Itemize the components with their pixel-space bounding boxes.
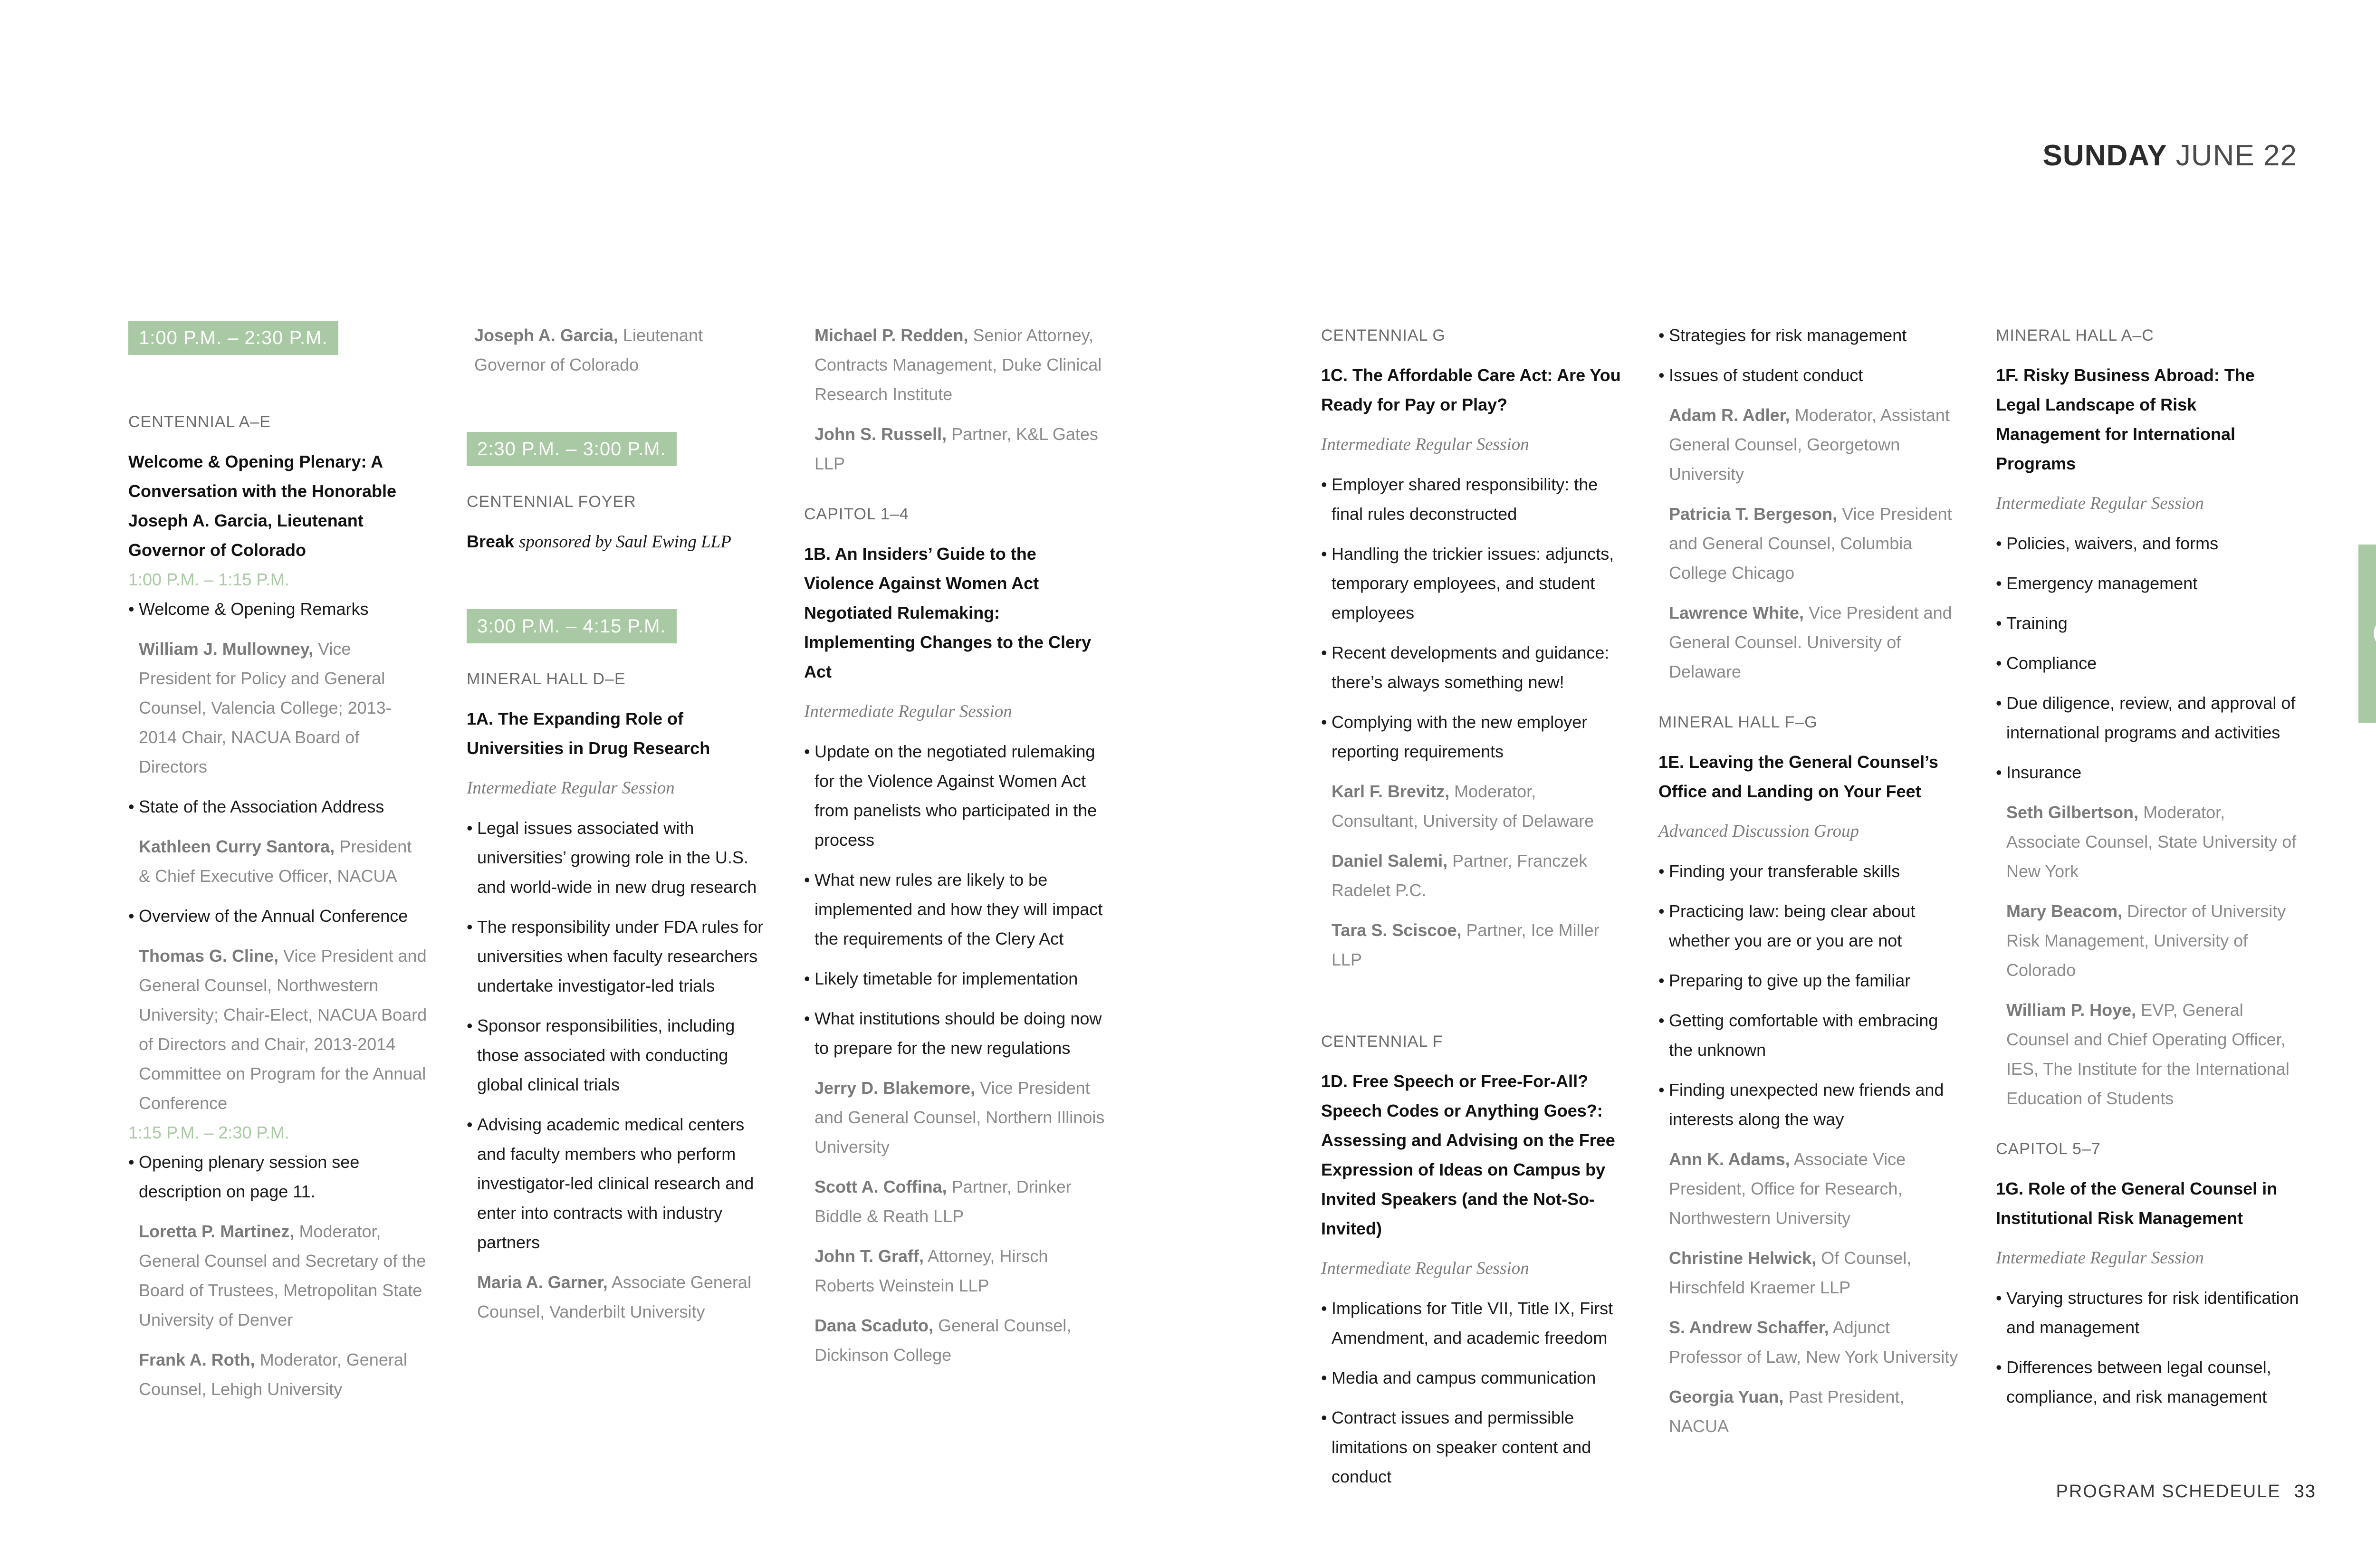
speaker-name: Lawrence White, (1669, 603, 1804, 622)
speaker (1996, 798, 2300, 886)
speaker (128, 634, 428, 782)
speaker-role: Moderator, Consultant, University of Delaware (1332, 782, 1594, 831)
speaker-name: Frank A. Roth, (139, 1350, 255, 1369)
speaker-role: Adjunct Professor of Law, New York University (1669, 1318, 1958, 1367)
session-title: 1E. Leaving the General Counsel’s Office and Landing on Your Feet (1658, 752, 1938, 801)
speaker (1658, 499, 1963, 588)
agenda-item: • Complying with the new employer reporting requirements (1321, 708, 1625, 766)
speaker (1996, 995, 2300, 1113)
speaker-role: Moderator, Associate Counsel, State University of New York (2006, 803, 2297, 881)
speaker-name: Seth Gilbertson, (2006, 803, 2139, 822)
speaker-role: Moderator, General Counsel and Secretary of the Board of Trustees, Metropolitan State University of Denver (139, 1222, 426, 1329)
agenda-item: • Training (1996, 609, 2300, 638)
speaker-role: Partner, Drinker Biddle & Reath LLP (814, 1177, 1072, 1226)
speaker (467, 321, 771, 380)
agenda-item: • Policies, waivers, and forms (1996, 529, 2300, 558)
agenda-item: • Handling the trickier issues: adjuncts, temporary employees, and student employees (1321, 539, 1625, 628)
session-title: 1D. Free Speech or Free-For-All? Speech Codes or Anything Goes?: Assessing and Advising on the Free Expression of Ideas on Campus by Invited Speakers (and the Not-So-Invited) (1321, 1071, 1615, 1238)
footer-label: PROGRAM SCHEDEULE (2056, 1482, 2281, 1501)
speaker-role: Vice President and General Counsel, Northwestern University; Chair-Elect, NACUA Board of Directors and Chair, 2013-2014 Committee on Program for the Annual Conference (139, 946, 427, 1113)
speaker-name: Maria A. Garner, (477, 1272, 608, 1292)
speaker-name: Kathleen Curry Santora, (139, 837, 335, 856)
agenda-item: • Media and campus communication (1321, 1363, 1625, 1393)
speaker-name: John T. Graff, (814, 1246, 924, 1266)
speaker-role: Vice President for Policy and General Counsel, Valencia College; 2013-2014 Chair, NACUA Board of Directors (139, 639, 392, 776)
sub-time: 1:00 P.M. – 1:15 P.M. (128, 570, 289, 589)
agenda-item: • Implications for Title VII, Title IX, First Amendment, and academic freedom (1321, 1294, 1625, 1353)
break-line (467, 527, 771, 557)
agenda-item: • Emergency management (1996, 569, 2300, 598)
speaker (1996, 897, 2300, 985)
room-label: CENTENNIAL FOYER (467, 493, 636, 511)
break-sponsor: sponsored by Saul Ewing LLP (519, 532, 731, 552)
agenda-item: • Finding unexpected new friends and interests along the way (1658, 1075, 1963, 1134)
speaker-role: President & Chief Executive Officer, NACUA (139, 837, 412, 886)
speaker (1658, 1145, 1963, 1233)
time-slot-badge: 2:30 P.M. – 3:00 P.M. (467, 432, 677, 466)
column-6 (1996, 321, 2300, 1412)
speaker-role: Vice President and General Counsel. University of Delaware (1669, 603, 1952, 681)
column-2 (467, 321, 771, 1327)
agenda-item: • Getting comfortable with embracing the unknown (1658, 1006, 1963, 1065)
speaker-name: Daniel Salemi, (1332, 851, 1448, 870)
agenda-item: • Finding your transferable skills (1658, 857, 1963, 886)
agenda-item: • What institutions should be doing now to prepare for the new regulations (804, 1004, 1108, 1063)
session-title: 1C. The Affordable Care Act: Are You Ready for Pay or Play? (1321, 365, 1621, 414)
agenda-item: • State of the Association Address (128, 792, 428, 822)
room-label: CENTENNIAL G (1321, 326, 1446, 344)
column-5 (1658, 321, 1963, 1441)
speaker (1658, 1243, 1963, 1302)
section-number (2374, 619, 2376, 648)
speaker-role: Associate General Counsel, Vanderbilt University (477, 1272, 751, 1321)
agenda-item: • Update on the negotiated rulemaking for the Violence Against Women Act from panelists who participated in the process (804, 737, 1108, 855)
agenda-item: • Compliance (1996, 649, 2300, 678)
session-level: Intermediate Regular Session (804, 702, 1012, 721)
room-label: MINERAL HALL D–E (467, 670, 626, 688)
speaker-name: John S. Russell, (814, 424, 947, 444)
agenda-item: • Opening plenary session see description on page 11. (128, 1147, 428, 1206)
speaker-name: Dana Scaduto, (814, 1316, 934, 1335)
room-label: MINERAL HALL A–C (1996, 326, 2154, 344)
agenda-item: • Insurance (1996, 758, 2300, 787)
session-level: Intermediate Regular Session (1996, 1248, 2204, 1268)
speaker (128, 832, 428, 891)
agenda-item: • Issues of student conduct (1658, 361, 1963, 390)
speaker-name: Scott A. Coffina, (814, 1177, 947, 1196)
speaker (804, 1242, 1108, 1300)
speaker (1658, 401, 1963, 489)
speaker-name: Joseph A. Garcia, (474, 325, 618, 345)
speaker (128, 1345, 428, 1404)
speaker (1321, 916, 1625, 975)
agenda-item: • Sponsor responsibilities, including those associated with conducting global clinical trials (467, 1011, 771, 1100)
page-header (2043, 139, 2297, 172)
speaker-name: Mary Beacom, (2006, 901, 2123, 921)
agenda-item: • Preparing to give up the familiar (1658, 966, 1963, 995)
speaker-role: Moderator, Assistant General Counsel, Georgetown University (1669, 405, 1950, 484)
column-3 (804, 321, 1108, 1370)
speaker-name: Patricia T. Bergeson, (1669, 504, 1838, 524)
time-slot-badge: 3:00 P.M. – 4:15 P.M. (467, 609, 677, 643)
speaker (804, 1311, 1108, 1370)
speaker-role: Past President, NACUA (1669, 1387, 1905, 1436)
speaker (804, 321, 1108, 409)
speaker-role: Moderator, General Counsel, Lehigh University (139, 1350, 407, 1399)
break-label: Break (467, 532, 515, 551)
speaker-name: Karl F. Brevitz, (1332, 782, 1450, 801)
speaker-role: Attorney, Hirsch Roberts Weinstein LLP (814, 1246, 1048, 1295)
agenda-item: • Employer shared responsibility: the final rules deconstructed (1321, 470, 1625, 529)
agenda-item: • What new rules are likely to be implemented and how they will impact the requirements of the Clery Act (804, 865, 1108, 954)
speaker (804, 420, 1108, 478)
agenda-item: • Welcome & Opening Remarks (128, 594, 428, 624)
speaker-role: Partner, K&L Gates LLP (814, 424, 1098, 473)
speaker-name: Christine Helwick, (1669, 1248, 1817, 1268)
speaker (1658, 1313, 1963, 1372)
speaker-name: Georgia Yuan, (1669, 1387, 1784, 1406)
agenda-item: • Due diligence, review, and approval of international programs and activities (1996, 688, 2300, 747)
speaker (804, 1172, 1108, 1231)
speaker (1658, 1382, 1963, 1441)
speaker-role: Associate Vice President, Office for Research, Northwestern University (1669, 1149, 1906, 1228)
room-label: CENTENNIAL A–E (128, 413, 271, 431)
speaker-name: Jerry D. Blakemore, (814, 1078, 976, 1098)
agenda-item: • Contract issues and permissible limitations on speaker content and conduct (1321, 1403, 1625, 1492)
agenda-item: • Recent developments and guidance: there’s always something new! (1321, 638, 1625, 697)
agenda-item: • Practicing law: being clear about whether you are or you are not (1658, 897, 1963, 956)
session-level: Intermediate Regular Session (1321, 435, 1529, 454)
header-day: SUNDAY (2042, 139, 2167, 172)
speaker-name: William J. Mullowney, (139, 639, 314, 659)
speaker (1321, 846, 1625, 905)
speaker-role: EVP, General Counsel and Chief Operating Officer, IES, The Institute for the International Education of Students (2006, 1000, 2290, 1108)
speaker-role: Senior Attorney, Contracts Management, Duke Clinical Research Institute (814, 325, 1102, 404)
speaker (467, 1268, 771, 1327)
speaker-name: Loretta P. Martinez, (139, 1222, 295, 1241)
speaker (804, 1073, 1108, 1162)
room-label: MINERAL HALL F–G (1658, 713, 1818, 731)
speaker-name: Thomas G. Cline, (139, 946, 279, 966)
column-1 (128, 321, 428, 1404)
agenda-item: • Strategies for risk management (1658, 321, 1963, 350)
session-level: Intermediate Regular Session (467, 778, 675, 798)
room-label: CAPITOL 1–4 (804, 505, 909, 523)
header-date: JUNE 22 (2175, 139, 2297, 172)
session-title: 1B. An Insiders’ Guide to the Violence Against Women Act Negotiated Rulemaking: Implementing Changes to the Clery Act (804, 544, 1092, 681)
page-footer (2056, 1482, 2316, 1502)
room-label: CAPITOL 5–7 (1996, 1140, 2101, 1158)
agenda-item: • The responsibility under FDA rules for universities when faculty researchers undertake investigator-led trials (467, 912, 771, 1001)
speaker-role: Partner, Ice Miller LLP (1332, 920, 1600, 969)
speaker-role: Lieutenant Governor of Colorado (474, 325, 703, 374)
agenda-item: • Advising academic medical centers and faculty members who perform investigator-led clinical research and enter into contracts with industry partners (467, 1110, 771, 1257)
page-number: 33 (2294, 1482, 2316, 1501)
speaker-role: Of Counsel, Hirschfeld Kraemer LLP (1669, 1248, 1912, 1297)
speaker-role: Vice President and General Counsel, Northern Illinois University (814, 1078, 1105, 1157)
column-4 (1321, 321, 1625, 1492)
speaker-name: Ann K. Adams, (1669, 1149, 1790, 1169)
session-level: Intermediate Regular Session (1996, 494, 2204, 513)
speaker (128, 941, 428, 1118)
speaker-name: Adam R. Adler, (1669, 405, 1790, 425)
speaker (1658, 598, 1963, 687)
session-level: Advanced Discussion Group (1658, 822, 1859, 841)
agenda-item: • Varying structures for risk identification and management (1996, 1283, 2300, 1342)
session-title: 1G. Role of the General Counsel in Institutional Risk Management (1996, 1179, 2278, 1228)
sub-time: 1:15 P.M. – 2:30 P.M. (128, 1123, 289, 1142)
speaker-role: Partner, Franczek Radelet P.C. (1332, 851, 1588, 900)
speaker (128, 1217, 428, 1335)
room-label: CENTENNIAL F (1321, 1033, 1443, 1051)
session-title: 1A. The Expanding Role of Universities in Drug Research (467, 709, 710, 758)
speaker-name: William P. Hoye, (2006, 1000, 2136, 1020)
speaker-name: Michael P. Redden, (814, 325, 968, 345)
agenda-item: • Overview of the Annual Conference (128, 901, 428, 931)
section-tab (2358, 545, 2376, 723)
speaker-role: Vice President and General Counsel, Columbia College Chicago (1669, 504, 1952, 583)
speaker-name: S. Andrew Schaffer, (1669, 1318, 1829, 1337)
agenda-item: • Legal issues associated with universities’ growing role in the U.S. and world-wide in new drug research (467, 813, 771, 902)
agenda-item: • Likely timetable for implementation (804, 964, 1108, 994)
time-slot-badge: 1:00 P.M. – 2:30 P.M. (128, 321, 338, 355)
session-title: Welcome & Opening Plenary: A Conversation with the Honorable Joseph A. Garcia, Lieutenant Governor of Colorado (128, 452, 397, 560)
speaker-name: Tara S. Sciscoe, (1332, 920, 1462, 940)
speaker-role: Director of University Risk Management, University of Colorado (2006, 901, 2286, 980)
speaker (1321, 777, 1625, 836)
agenda-item: • Differences between legal counsel, compliance, and risk management (1996, 1353, 2300, 1412)
session-level: Intermediate Regular Session (1321, 1259, 1529, 1278)
speaker-role: General Counsel, Dickinson College (814, 1316, 1072, 1365)
session-title: 1F. Risky Business Abroad: The Legal Landscape of Risk Management for International Programs (1996, 365, 2255, 473)
